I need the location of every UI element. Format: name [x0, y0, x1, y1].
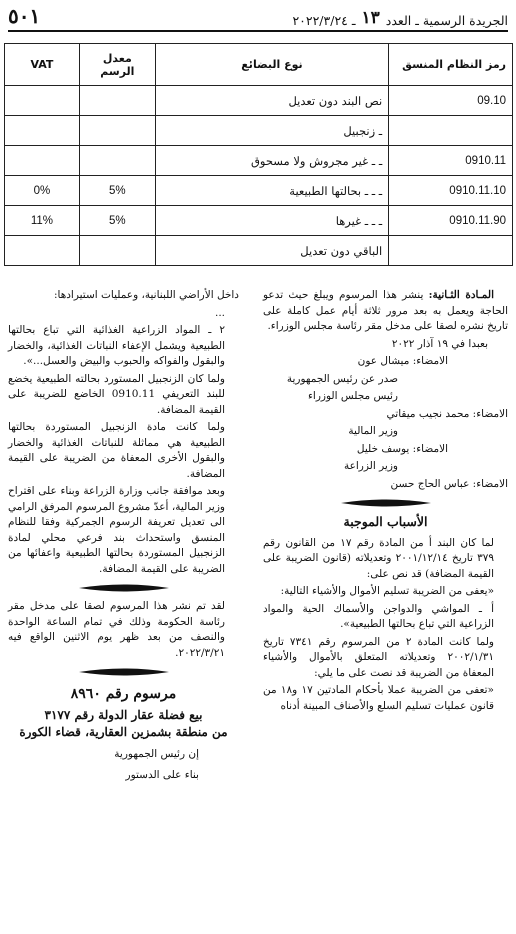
header-code: رمز النظام المنسق: [389, 44, 513, 86]
issue-date: ـ ٢٠٢٢/٣/٢٤: [292, 13, 356, 28]
cell-duty: [79, 236, 155, 266]
issue-number: ١٣: [361, 8, 380, 28]
cell-vat: 0%: [5, 176, 80, 206]
table-row: [5, 116, 513, 146]
decree-number: مرسوم رقم ٨٩٦٠: [70, 686, 177, 702]
cell-code: 0910.11.90: [389, 206, 513, 236]
publication-note: لقد تم نشر هذا المرسوم لصقا على مدخل مقر رئاسة الحكومة وذلك في تمام الساعة الواحدة والنصف من بعد ظهر يوم الاثنين الواقع فيه ٢٠٢٢/٣/٢١.: [8, 600, 225, 659]
header-goods: نوع البضائع: [155, 44, 388, 86]
header-title-group: [292, 8, 508, 28]
left-paragraph: ٢ ـ المواد الزراعية الغذائية التي تباع بحالتها الطبيعية ويشمل الإعفاء النباتات الغذائية، والخضار والبقول والفواكه والحبوب والبيض والعسل...».: [8, 324, 225, 367]
page-header: [8, 6, 508, 32]
decree-subject-line1: بيع فضلة عقار الدولة رقم ٣١٧٧: [44, 707, 203, 722]
cell-code: 09.10: [389, 86, 513, 116]
reasons-quote: أ ـ المواشي والدواجن والأسماك الحية والمواد الزراعية التي تباع بحالتها الطبيعية».: [263, 602, 494, 630]
agriculture-minister-title: وزير الزراعة: [344, 460, 398, 472]
cell-goods: ـ ـ ـ بحالتها الطبيعية: [155, 176, 388, 206]
section-divider-ornament: [8, 667, 239, 677]
cell-duty: [79, 116, 155, 146]
cell-duty: 5%: [79, 206, 155, 236]
table-row: [5, 236, 513, 266]
table-row: [5, 176, 513, 206]
table-row: [5, 146, 513, 176]
left-paragraph: داخل الأراضي اللبنانية، وعمليات استيرادها:: [53, 289, 239, 301]
reasons-quote: «تعفى من الضريبة عملا بأحكام المادتين ١٧ و١٨ من قانون عمليات تسليم السلع والأصناف المبينة أدناه: [263, 684, 494, 712]
cell-vat: [5, 116, 80, 146]
decree-preamble: إن رئيس الجمهورية: [114, 747, 199, 760]
tariff-table: [4, 43, 513, 266]
article-2-text: ينشر هذا المرسوم ويبلغ حيث تدعو الحاجة ويعمل به بعد مرور ثلاثة أيام عمل كاملة على تاريخ نشره لصقا على مدخل مقر رئاسة مجلس الوزراء.: [263, 289, 508, 332]
article-2: [263, 288, 508, 335]
left-ellipsis: ...: [214, 306, 225, 319]
reasons-quote: «يعفى من الضريبة تسليم الأموال والأشياء التالية:: [280, 585, 494, 597]
reasons-paragraph: لما كان البند أ من المادة رقم ١٧ من القانون رقم ٣٧٩ تاريخ ٢٠٠١/١٢/١٤ وتعديلاته (قانون الضريبة على القيمة المضافة) قد نص على:: [263, 536, 494, 580]
decree-subject-line2: من منطقة بشمزين العقارية، قضاء الكورة: [19, 724, 228, 739]
date-line: بعبدا في ١٩ آذار ٢٠٢٢: [391, 337, 488, 350]
header-vat: VAT: [5, 44, 80, 86]
reasons-paragraph: ولما كانت المادة ٢ من المرسوم رقم ٧٣٤١ تاريخ ٢٠٠٢/١/٣١ وتعديلاته المتعلق بالأموال والأشياء المعفاة من الضريبة قد نصت على ما يلي:: [263, 635, 495, 679]
cell-goods: ـ ـ ـ غيرها: [155, 206, 388, 236]
cell-code: 0910.11: [389, 146, 513, 176]
cell-goods: نص البند دون تعديل: [155, 86, 388, 116]
left-paragraph: ولما كان الزنجبيل المستورد بحالته الطبيعية يخضع للبند التعريفي 0910.11 الخاضع للضريبة على القيمة المضافة.: [8, 372, 225, 416]
issued-by: صدر عن رئيس الجمهورية: [286, 372, 398, 385]
cell-vat: [5, 146, 80, 176]
table-row: [5, 206, 513, 236]
signature-president: الامضاء: ميشال عون: [357, 355, 448, 367]
cell-duty: 5%: [79, 176, 155, 206]
cell-vat: 11%: [5, 206, 80, 236]
header-duty: معدل الرسم: [79, 44, 155, 86]
left-paragraph: ولما كانت مادة الزنجبيل المستوردة بحالتها الطبيعية هي مماثلة للنباتات الغذائية والخضار والبقول الأخرى المعفاة من الضريبة على القيمة المضافة.: [8, 421, 225, 480]
cell-vat: [5, 236, 80, 266]
cell-goods: ـ ـ غير مجروش ولا مسحوق: [155, 146, 388, 176]
signature-agriculture: الامضاء: عباس الحاج حسن: [390, 477, 508, 490]
cell-vat: [5, 86, 80, 116]
cell-goods: الباقي دون تعديل: [155, 236, 388, 266]
article-2-label: المـادة الثـانية:: [428, 289, 494, 301]
signature-pm: الامضاء: محمد نجيب ميقاتي: [386, 407, 508, 420]
table-row: [5, 86, 513, 116]
cell-code: 0910.11.10: [389, 176, 513, 206]
cell-duty: [79, 86, 155, 116]
signature-finance: الامضاء: يوسف خليل: [356, 442, 448, 455]
reasons-title: الأسباب الموجبة: [343, 514, 428, 529]
table-header-row: [5, 44, 513, 86]
finance-minister-title: وزير المالية: [348, 425, 398, 437]
right-column: [263, 288, 508, 716]
cell-code: [389, 236, 513, 266]
cell-duty: [79, 146, 155, 176]
cell-goods: ـ زنجبيل: [155, 116, 388, 146]
section-divider-ornament: [8, 583, 239, 593]
page-number: ٥٠١: [8, 4, 41, 28]
cell-code: [389, 116, 513, 146]
decree-preamble: بناء على الدستور: [125, 769, 199, 781]
section-divider-ornament: [263, 498, 508, 508]
left-paragraph: وبعد موافقة جانب وزارة الزراعة وبناء على اقتراح وزير المالية، أعدّ مشروع المرسوم المرفق الرامي الى تعديل تعريفة الرسوم الجمركية وفقا للنظام المنسق واستحداث بند فرعي محلي لمادة الزنجبيل المستوردة بحالتها الطبيعية واعفائها من الضريبة على القيمة المضافة.: [8, 485, 225, 575]
left-column: [8, 288, 239, 786]
gazette-title: الجريدة الرسمية ـ العدد: [385, 13, 508, 28]
pm-title: رئيس مجلس الوزراء: [307, 390, 398, 402]
